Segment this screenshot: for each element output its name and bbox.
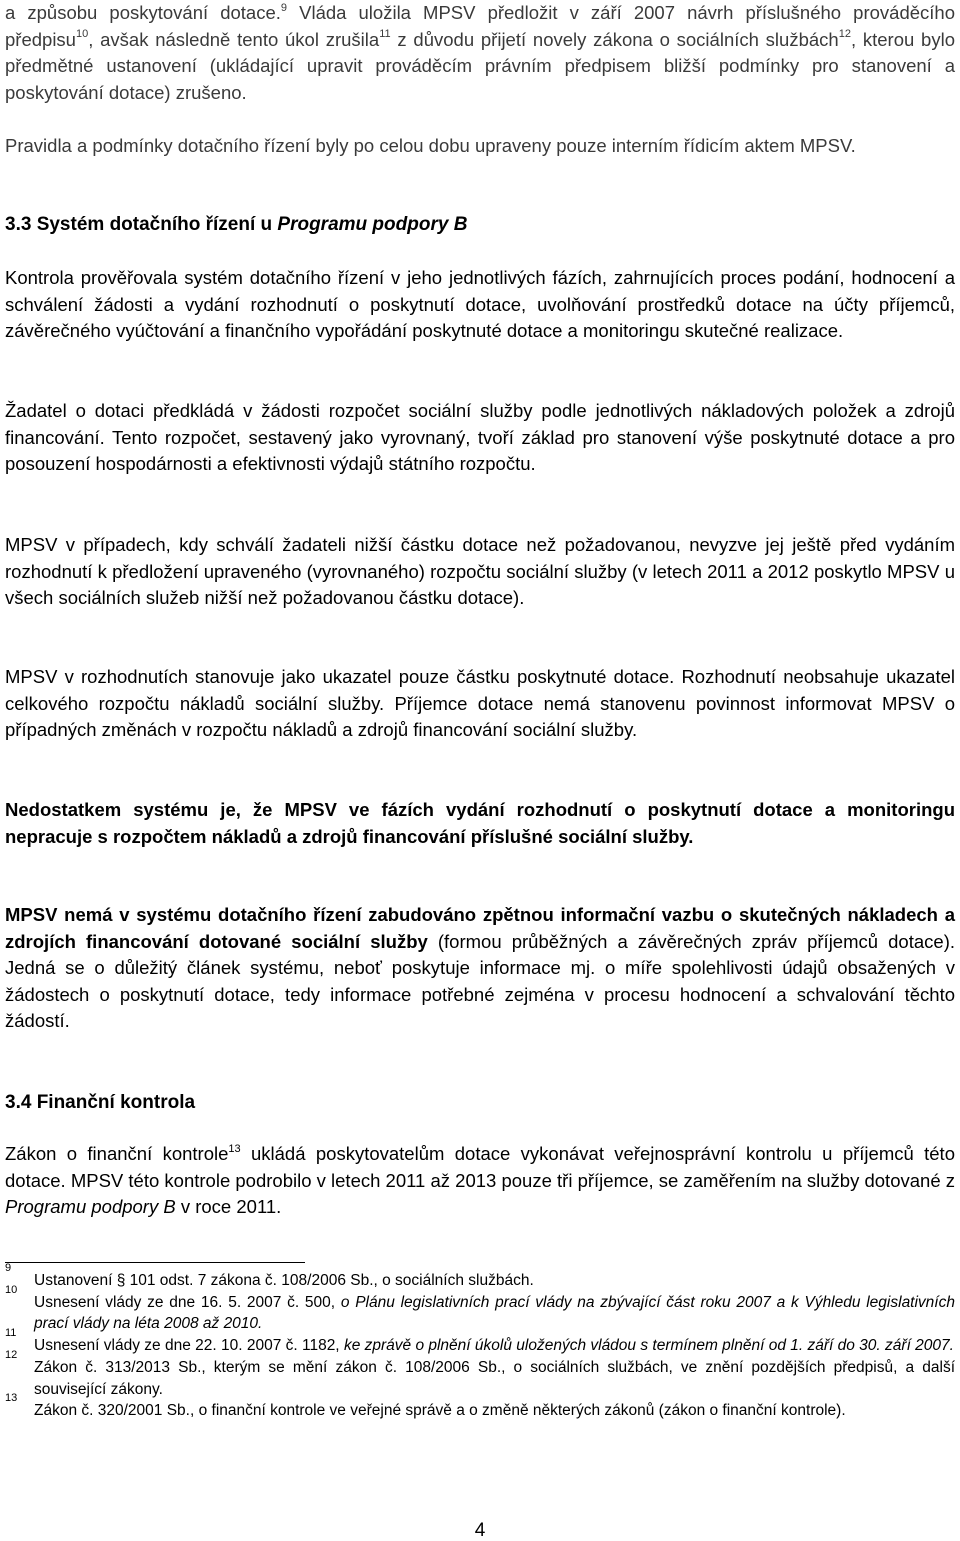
paragraph-part: Zákon o finanční kontrole: [5, 1143, 229, 1164]
paragraph-1: [5, 265, 955, 345]
footnote-9: [5, 1262, 955, 1292]
footnote-ref-12[interactable]: 12: [838, 28, 851, 41]
paragraph-4: [5, 664, 955, 744]
heading-prefix: 3.3 Systém dotačního řízení u: [5, 214, 278, 235]
footnote-12: [5, 1348, 955, 1400]
paragraph-5-bold: [5, 797, 955, 850]
footnote-ref-10[interactable]: 10: [75, 28, 89, 41]
intro-part: a způsobu poskytování dotace.: [5, 2, 281, 23]
footnote-10: [5, 1283, 955, 1335]
paragraph-text: MPSV v rozhodnutích stanovuje jako ukazatel pouze částku poskytnuté dotace. Rozhodnutí neobsahuje ukazatel celkového rozpočtu nákladů sociální služby. Příjemce dotace nemá stanovenu povinnost informovat MPSV o případných změnách v rozpočtu nákladů a zdrojů financování sociální služby.: [5, 666, 955, 740]
footnote-text: Usnesení vlády ze dne 16. 5. 2007 č. 500,: [34, 1293, 341, 1311]
paragraph-text: Kontrola prověřovala systém dotačního řízení v jeho jednotlivých fázích, zahrnujících proces podání, hodnocení a schválení žádosti a vydání rozhodnutí o poskytnutí dotace, uvolňování prostředků dotace na účty příjemců, závěrečného vyúčtování a finančního vypořádání poskytnuté dotace a monitoringu skutečné realizace.: [5, 267, 955, 341]
intro-part: Vláda uložila MPSV předložit v září 2007 návrh příslušného prováděcího předpisu: [5, 2, 955, 50]
footnote-number: 12: [5, 1348, 18, 1361]
footnote-ref-11[interactable]: 11: [379, 28, 391, 41]
footnote-italic: o Plánu legislativních prací vlády na zbývající část roku 2007 a k Výhledu legislativních prací vlády na léta 2008 až 2010.: [34, 1293, 955, 1333]
intro-text: [5, 0, 955, 106]
paragraph-text: Nedostatkem systému je, že MPSV ve fázích vydání rozhodnutí o poskytnutí dotace a monitoringu nepracuje s rozpočtem nákladů a zdrojů financování příslušné sociální služby.: [5, 799, 955, 847]
paragraph-text: [5, 1141, 955, 1221]
paragraph-text: Žadatel o dotaci předkládá v žádosti rozpočet sociální služby podle jednotlivých nákladových položek a zdrojů financování. Tento rozpočet, sestavený jako vyrovnaný, tvoří základ pro stanovení výše poskytnuté dotace a pro posouzení hospodárnosti a efektivnosti výdajů státního rozpočtu.: [5, 400, 955, 474]
intro-part: , avšak následně tento úkol zrušila: [88, 28, 380, 50]
footnote-number: 10: [5, 1283, 18, 1296]
paragraph-part: ukládá poskytovatelům dotace vykonávat veřejnosprávní kontrolu u příjemců této dotace. MPSV této kontrole podrobilo v letech 2011 až 2013 pouze tři příjemce, se zaměřením na služby dotované z: [5, 1143, 955, 1191]
footnote-text: Ustanovení § 101 odst. 7 zákona č. 108/2006 Sb., o sociálních službách.: [34, 1272, 534, 1289]
heading-text: [5, 212, 955, 238]
footnote-text: Zákon č. 313/2013 Sb., kterým se mění zákon č. 108/2006 Sb., o sociálních službách, ve znění pozdějších předpisů, a další související zákony.: [34, 1358, 955, 1398]
paragraph-bold-part: MPSV nemá v systému dotačního řízení zabudováno zpětnou informační vazbu o skutečných nákladech a zdrojích financování dotované sociální služby: [5, 904, 955, 952]
rules-paragraph: [5, 133, 955, 160]
footnote-separator: [5, 1262, 305, 1263]
heading-program-name: Programu podpory B: [277, 214, 468, 235]
intro-part: z důvodu přijetí novely zákona o sociálních službách: [390, 28, 839, 50]
section-3-4-heading: [5, 1090, 955, 1116]
program-name: Programu podpory B: [5, 1196, 176, 1217]
footnote-italic: ke zprávě o plnění úkolů uložených vládou s termínem plnění od 1. září do 30. září 2007.: [343, 1337, 954, 1355]
footnote-11: [5, 1327, 955, 1357]
paragraph-part: v roce 2011.: [175, 1196, 282, 1217]
paragraph-2: [5, 398, 955, 478]
paragraph-7: [5, 1141, 955, 1221]
footnote-text: Usnesení vlády ze dne 22. 10. 2007 č. 1182,: [34, 1337, 344, 1355]
footnotes: [5, 1262, 955, 1422]
intro-part: , kterou bylo předmětné ustanovení (ukládající upravit prováděcím právním předpisem bližší podmínky pro stanovení a poskytování dotace) zrušeno.: [5, 28, 955, 103]
paragraph-text: MPSV v případech, kdy schválí žadateli nižší částku dotace než požadovanou, nevyzve jej ještě před vydáním rozhodnutí k předložení upraveného (vyrovnaného) rozpočtu sociální služby (v letech 2011 a 2012 poskytlo MPSV u všech sociálních služeb nižší než požadovanou částku dotace).: [5, 534, 955, 608]
rules-text: Pravidla a podmínky dotačního řízení byly po celou dobu upraveny pouze interním řídicím aktem MPSV.: [5, 135, 856, 156]
paragraph-6: [5, 902, 955, 1035]
intro-paragraph: [5, 0, 955, 106]
footnote-13: [5, 1392, 955, 1422]
footnote-ref-13[interactable]: 13: [228, 1142, 241, 1155]
footnote-ref-9[interactable]: 9: [280, 1, 288, 14]
footnote-number: 11: [5, 1327, 17, 1340]
footnote-number: 13: [5, 1392, 18, 1405]
paragraph-rest: (formou průběžných a závěrečných zpráv příjemců dotace). Jedná se o důležitý článek systému, neboť poskytuje informace mj. o míře spolehlivosti údajů obsažených v žádostech o poskytnutí dotace, tedy informace potřebné zejména v procesu hodnocení a schvalování těchto žádostí.: [5, 930, 955, 1031]
footnote-number: 9: [5, 1262, 12, 1274]
paragraph-text: [5, 902, 955, 1035]
section-3-3-heading: [5, 212, 955, 238]
page-number: 4: [474, 1520, 486, 1541]
paragraph-3: [5, 532, 955, 612]
heading-text: 3.4 Finanční kontrola: [5, 1092, 196, 1113]
footnote-text: Zákon č. 320/2001 Sb., o finanční kontrole ve veřejné správě a o změně některých zákonů (zákon o finanční kontrole).: [34, 1402, 846, 1420]
